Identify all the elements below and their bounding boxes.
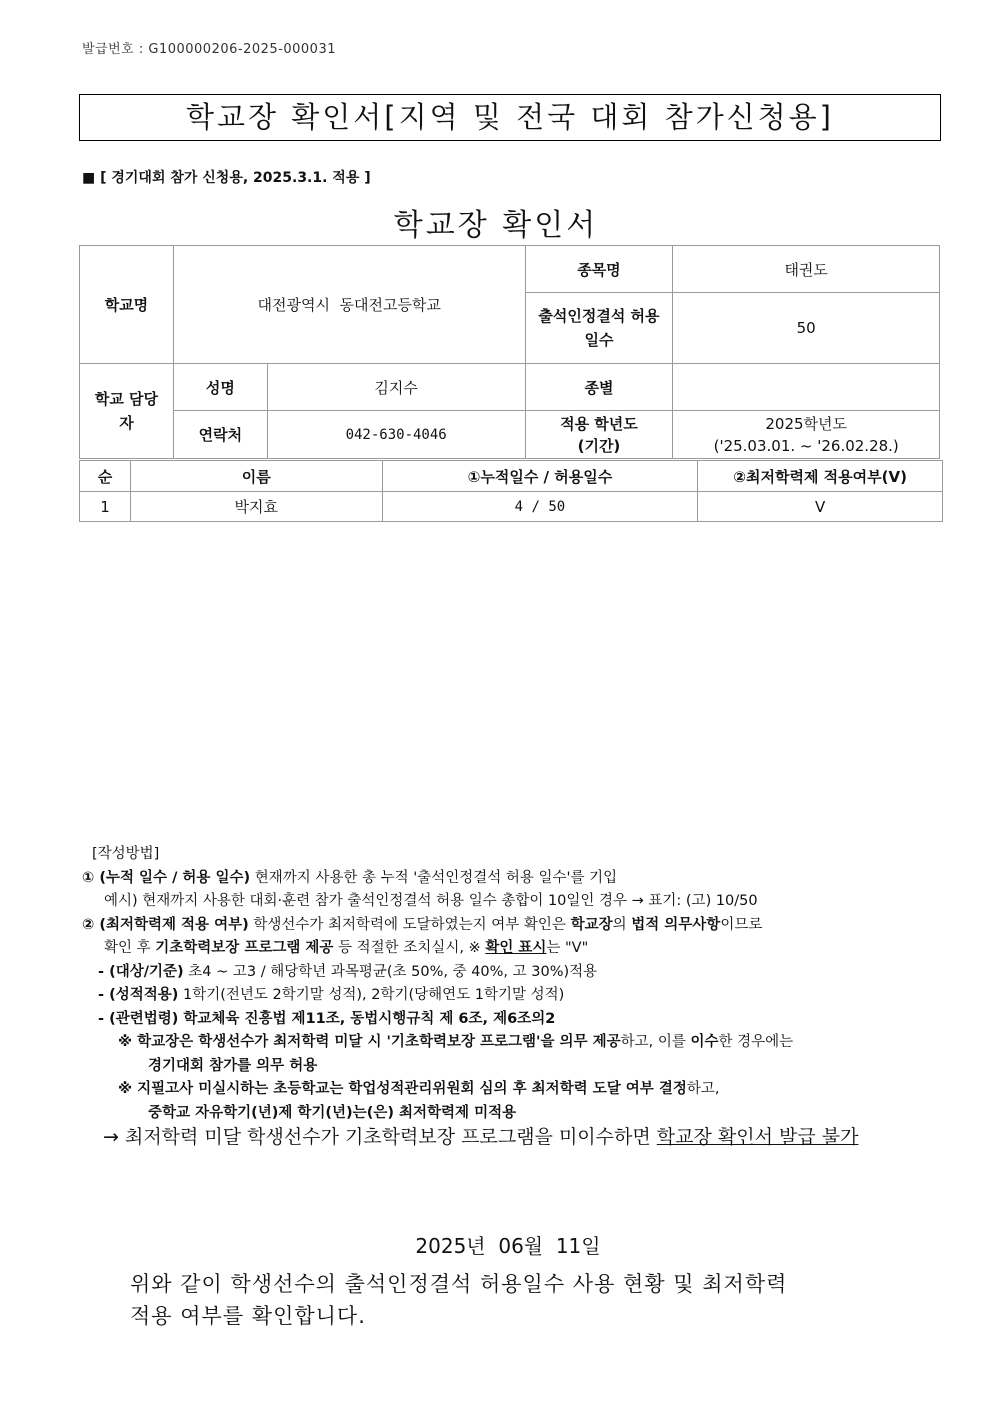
method-item-2-cont: 확인 후 기초학력보장 프로그램 제공 등 적절한 조치실시, ※ 확인 표시는 "V" <box>104 940 589 956</box>
student-list-table <box>79 460 943 522</box>
gender-value <box>673 364 940 411</box>
sport-value: 태권도 <box>673 246 940 293</box>
name-label: 성명 <box>173 364 267 411</box>
issuance-warning: → 최저학력 미달 학생선수가 기초학력보장 프로그램을 미이수하면 학교장 확인서 발급 불가 <box>103 1126 859 1148</box>
col-header-no: 순 <box>80 461 131 492</box>
gender-label: 종별 <box>525 364 673 411</box>
manager-label-text: 학교 담당자 <box>94 390 159 432</box>
page-heading: 학교장 확인서 <box>393 208 599 243</box>
method-sub-1: - (대상/기준) 초4 ~ 고3 / 해당학년 과목평균(초 50%, 중 40%, 고 30%)적용 <box>98 963 598 980</box>
allow-days-value: 50 <box>673 293 940 364</box>
year-cell <box>673 411 940 459</box>
method-note-1: ※ 학교장은 학생선수가 최저학력 미달 시 '기초학력보장 프로그램'을 의무 제공하고, 이를 이수한 경우에는 <box>118 1034 794 1050</box>
table-row <box>80 492 943 522</box>
method-item-1-example: 예시) 현재까지 사용한 대회·훈련 참가 출석인정결석 허용 일수 총합이 10일인 경우 → 표기: (고) 10/50 <box>104 893 758 909</box>
year-period: ('25.03.01. ~ '26.02.28.) <box>713 436 899 455</box>
row-applied: V <box>698 492 943 522</box>
school-name-label: 학교명 <box>80 246 174 364</box>
contact-label: 연락처 <box>173 411 267 459</box>
issue-number: 발급번호 : G100000206-2025-000031 <box>82 42 336 57</box>
closing-line-2: 적용 여부를 확인합니다. <box>130 1304 366 1328</box>
method-item-2: ② (최저학력제 적용 여부) 학생선수가 최저학력에 도달하였는지 여부 확인은 학교장의 법적 의무사항이므로 <box>82 916 763 933</box>
col-header-name: 이름 <box>130 461 382 492</box>
allow-days-label: 출석인정결석 허용일수 <box>525 293 673 364</box>
year-label: 적용 학년도 (기간) <box>525 411 673 459</box>
issue-date: 2025년 06월 11일 <box>415 1234 601 1258</box>
method-title: [작성방법] <box>92 846 160 862</box>
closing-line-1: 위와 같이 학생선수의 출석인정결석 허용일수 사용 현황 및 최저학력 <box>130 1272 788 1296</box>
method-item-1: ① (누적 일수 / 허용 일수) 현재까지 사용한 총 누적 '출석인정결석 허용 일수'를 기입 <box>82 869 618 886</box>
row-no: 1 <box>80 492 131 522</box>
col-header-applied: ②최저학력제 적용여부(V) <box>698 461 943 492</box>
method-note-2: ※ 지필고사 미실시하는 초등학교는 학업성적관리위원회 심의 후 최저학력 도달 여부 결정하고, <box>118 1081 720 1097</box>
col-header-days: ①누적일수 / 허용일수 <box>382 461 698 492</box>
school-info-table <box>79 245 940 459</box>
name-value: 김지수 <box>267 364 525 411</box>
method-sub-3: - (관련법령) 학교체육 진흥법 제11조, 동법시행규칙 제 6조, 제6조의2 <box>98 1010 556 1027</box>
writing-instructions <box>82 843 962 1125</box>
subtitle: ■ [ 경기대회 참가 신청용, 2025.3.1. 적용 ] <box>82 170 371 186</box>
method-sub-2: - (성적적용) 1학기(전년도 2학기말 성적), 2학기(당해연도 1학기말 성적) <box>98 987 565 1003</box>
manager-label <box>80 364 174 459</box>
document-title: 학교장 확인서[지역 및 전국 대회 참가신청용] <box>79 94 941 141</box>
closing-statement <box>130 1268 787 1332</box>
row-name: 박지효 <box>130 492 382 522</box>
school-name-value: 대전광역시 동대전고등학교 <box>173 246 525 364</box>
method-note-2-cont: 중학교 자유학기(년)제 학기(년)는(은) 최저학력제 미적용 <box>148 1104 517 1121</box>
sport-label: 종목명 <box>525 246 673 293</box>
contact-value: 042-630-4046 <box>267 411 525 459</box>
method-note-1-cont: 경기대회 참가를 의무 허용 <box>148 1057 318 1074</box>
year-value: 2025학년도 <box>765 414 848 433</box>
row-days: 4 / 50 <box>382 492 698 522</box>
